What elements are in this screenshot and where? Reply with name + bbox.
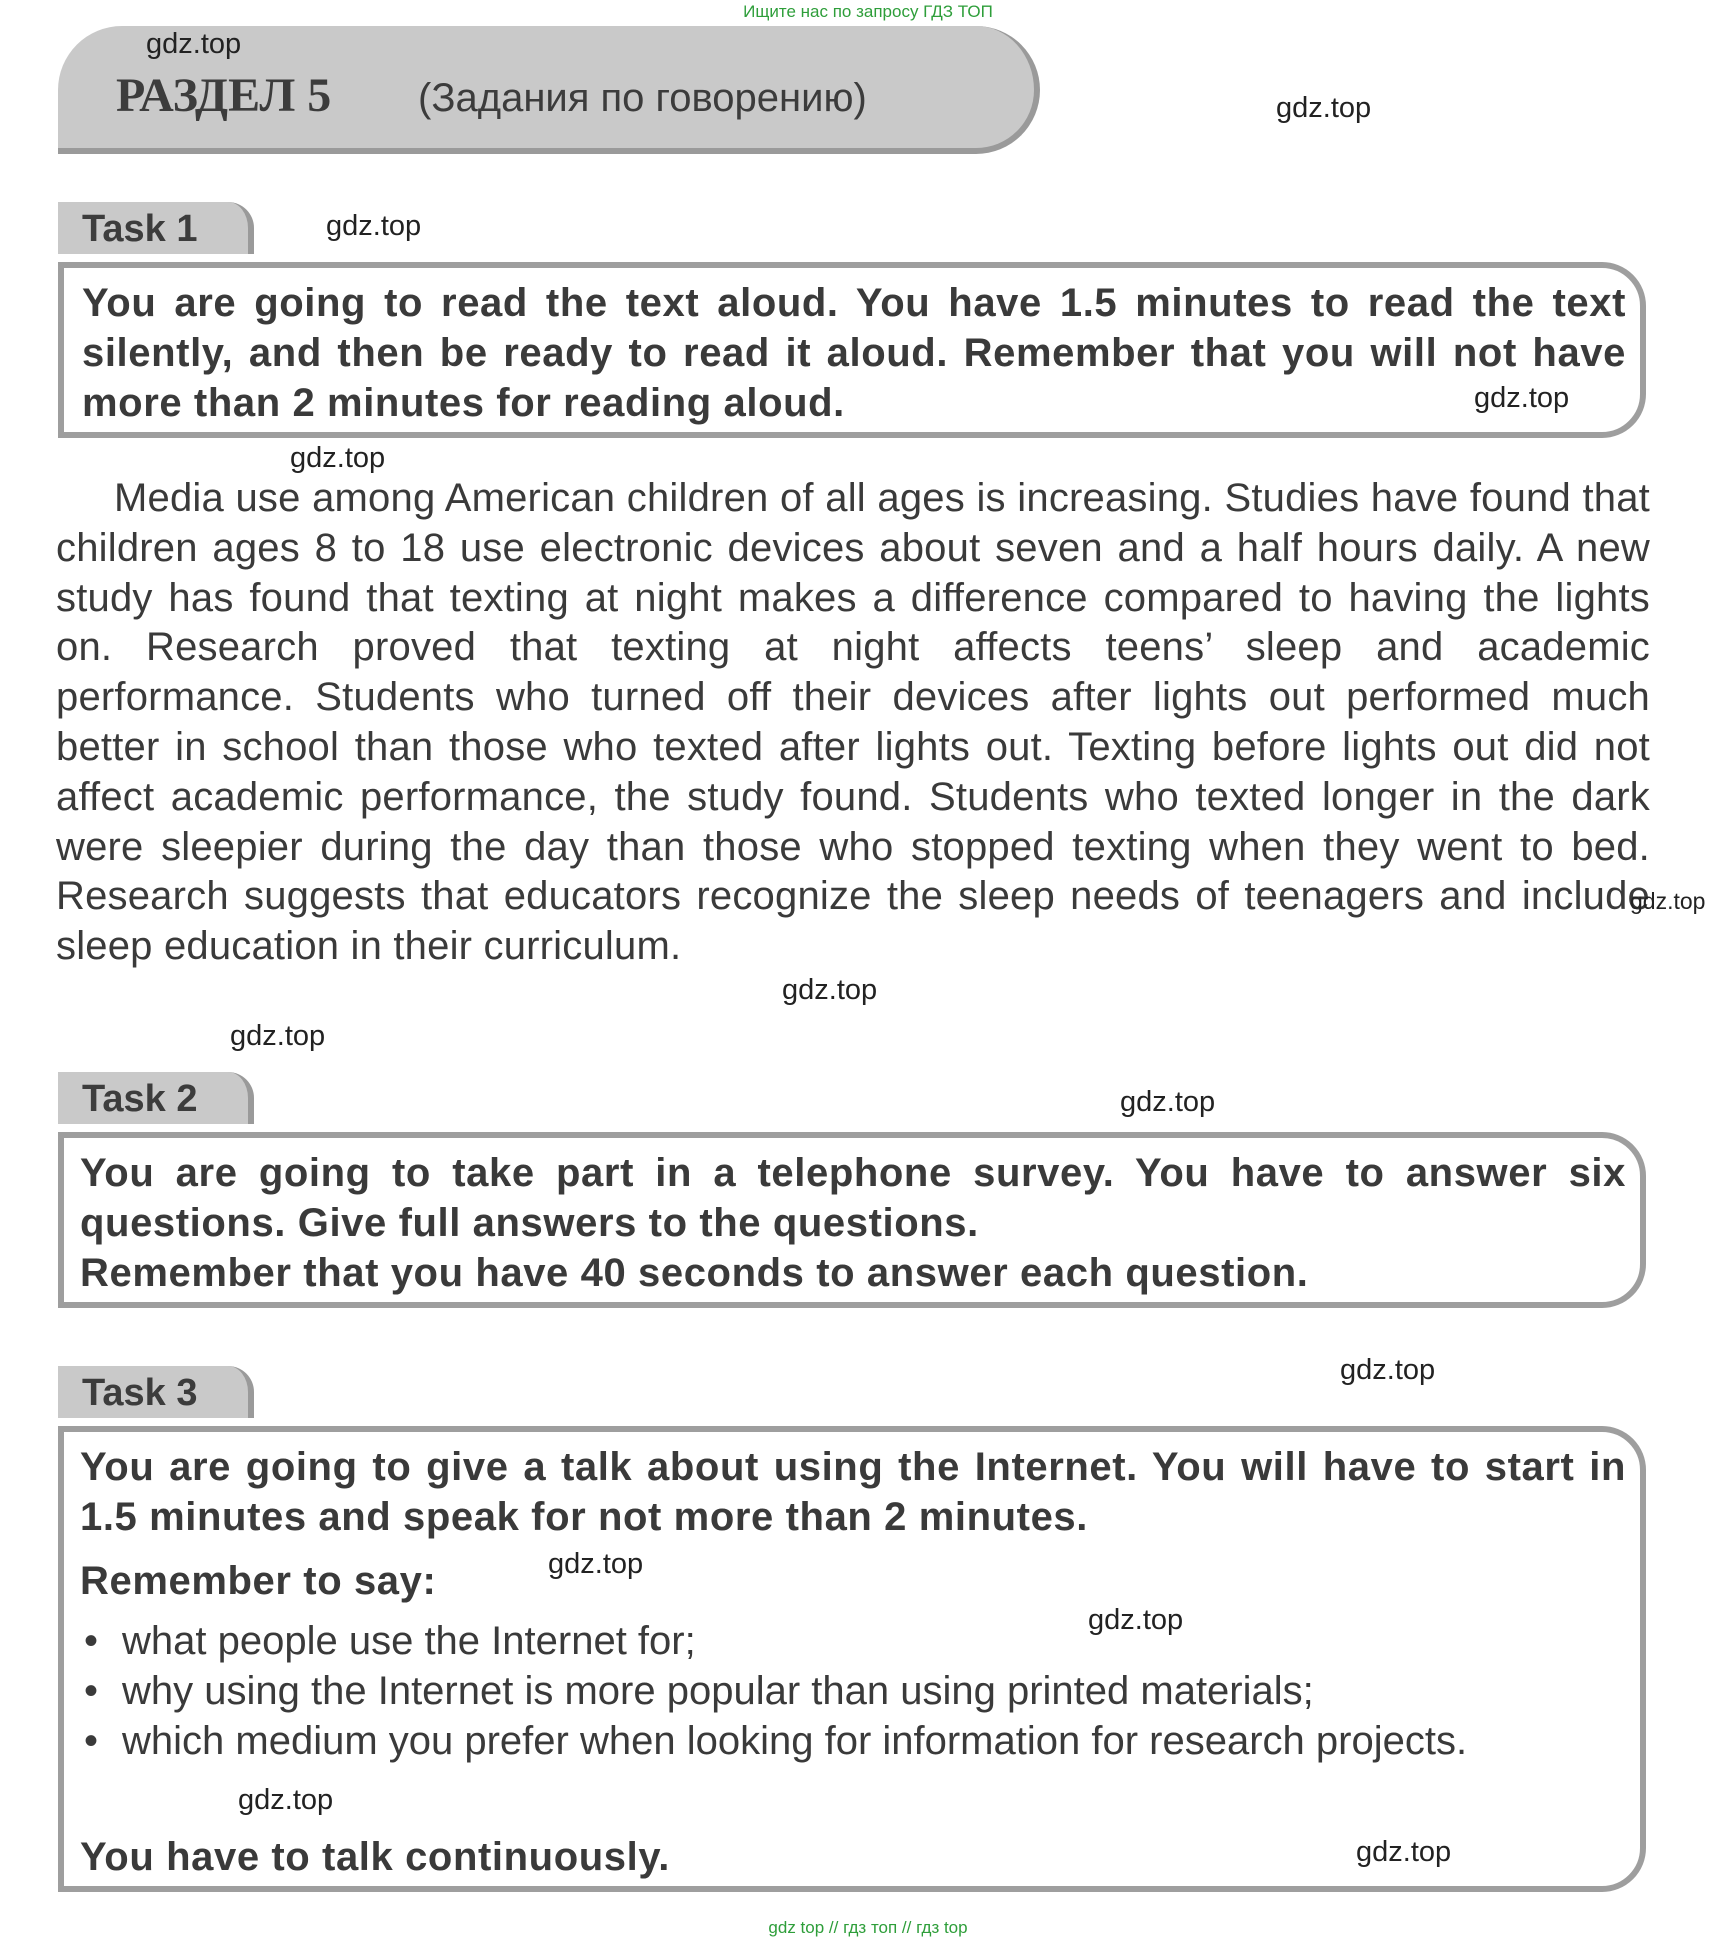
watermark: gdz.top bbox=[1276, 92, 1372, 124]
section-title: РАЗДЕЛ 5 bbox=[116, 69, 332, 122]
list-item: • which medium you prefer when looking for information for research projects. bbox=[80, 1716, 1612, 1766]
top-banner: Ищите нас по запросу ГДЗ ТОП bbox=[743, 2, 993, 21]
task1-instructions: You are going to read the text aloud. You have 1.5 minutes to read the text silently, and then be ready to read it aloud. Remember that you will not have more than 2 minutes for reading aloud. bbox=[82, 281, 1626, 425]
task2-tab bbox=[58, 1072, 254, 1124]
task3-label: Task 3 bbox=[82, 1372, 198, 1414]
watermark: gdz.top bbox=[1630, 888, 1706, 914]
watermark: gdz.top bbox=[782, 974, 878, 1006]
task3-box bbox=[58, 1426, 1646, 1892]
watermark: gdz.top bbox=[1088, 1604, 1184, 1636]
watermark: gdz.top bbox=[1356, 1836, 1452, 1868]
task2-box bbox=[58, 1132, 1646, 1308]
section-subtitle: (Задания по говорению) bbox=[418, 76, 867, 120]
task1-tab bbox=[58, 202, 254, 254]
bottom-banner: gdz top // гдз топ // гдз top bbox=[768, 1918, 968, 1937]
list-item: • why using the Internet is more popular than using printed materials; bbox=[80, 1666, 1612, 1716]
task2-label: Task 2 bbox=[82, 1078, 198, 1120]
task3-instructions: You are going to give a talk about using the Internet. You will have to start in 1.5 minutes and speak for not more than 2 minutes. bbox=[80, 1445, 1626, 1539]
watermark: gdz.top bbox=[326, 210, 422, 242]
watermark: gdz.top bbox=[146, 28, 242, 60]
task1-box bbox=[58, 262, 1646, 438]
watermark: gdz.top bbox=[230, 1020, 326, 1052]
watermark: gdz.top bbox=[238, 1784, 334, 1816]
task2-line2: Remember that you have 40 seconds to answer each question. bbox=[80, 1251, 1309, 1295]
watermark: gdz.top bbox=[1340, 1354, 1436, 1386]
task3-closing: You have to talk continuously. bbox=[80, 1835, 670, 1879]
task1-label: Task 1 bbox=[82, 208, 198, 250]
task1-passage: Media use among American children of all ages is increasing. Studies have found that children ages 8 to 18 use electronic devices about seven and a half hours daily. A new study has found that texting at night makes a difference compared to having the lights on. Research proved that texting at night affects teens’ sleep and academic performance. Students who turned off their devices after lights out performed much better in school than those who texted after lights out. Texting before lights out did not affect academic performance, the study found. Students who texted longer in the dark were sleepier during the day than those who stopped texting when they went to bed. Research suggests that educators recognize the sleep needs of teenagers and include sleep education in their curriculum. bbox=[56, 476, 1650, 969]
watermark: gdz.top bbox=[1474, 382, 1570, 414]
list-item: • what people use the Internet for; bbox=[80, 1616, 1612, 1666]
watermark: gdz.top bbox=[290, 442, 386, 474]
task3-bullet-list bbox=[80, 1616, 1612, 1766]
watermark: gdz.top bbox=[1120, 1086, 1216, 1118]
watermark: gdz.top bbox=[548, 1548, 644, 1580]
task2-line1: You are going to take part in a telephone survey. You have to answer six questions. Give full answers to the questions. bbox=[80, 1151, 1626, 1245]
task3-remember: Remember to say: bbox=[80, 1559, 437, 1603]
task3-tab bbox=[58, 1366, 254, 1418]
